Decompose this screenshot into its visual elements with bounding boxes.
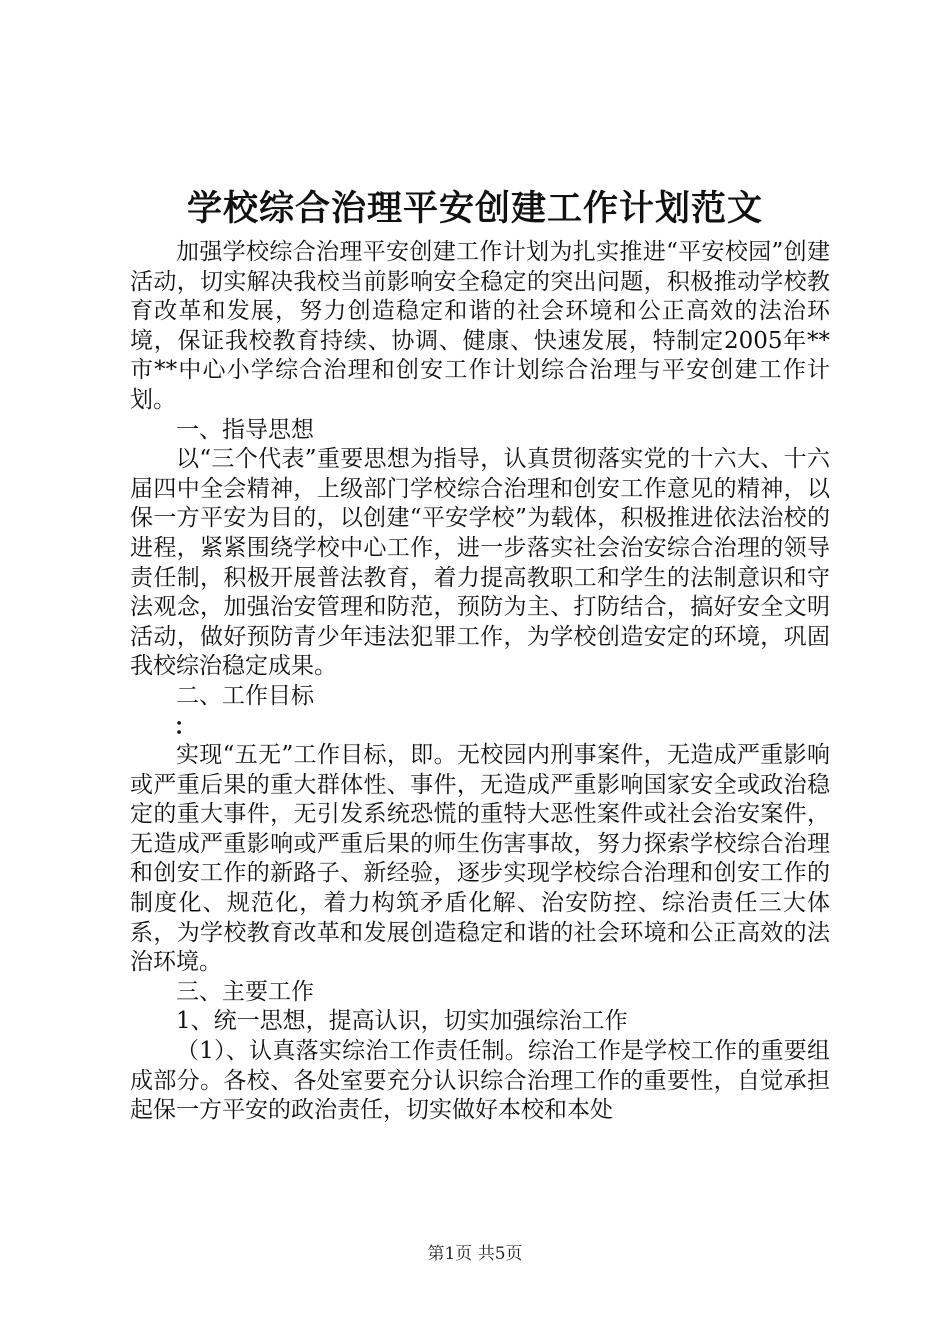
subsection-heading-unify-thinking: 1、统一思想，提高认识，切实加强综治工作 <box>176 1008 628 1035</box>
section-heading-work-goals: 二、工作目标 <box>176 682 314 709</box>
page-number-footer: 第1页 共5页 <box>427 1244 523 1264</box>
section-heading-main-work: 三、主要工作 <box>176 978 314 1005</box>
intro-paragraph: 加强学校综合治理平安创建工作计划为扎实推进“平安校园”创建活动，切实解决我校当前影响安全稳定的突出问题，积极推动学校教育改革和发展，努力创造稳定和谐的社会环境和公正高效的法治环境，保证我校教育持续、协调、健康、快速发展，特制定2005年**市**中心小学综合治理和创安工作计划综合治理与平安创建工作计划。 <box>130 239 830 413</box>
colon-line: ： <box>173 712 197 740</box>
section-heading-guiding-ideology: 一、指导思想 <box>176 416 314 443</box>
item-responsibility-paragraph: （1）、认真落实综治工作责任制。综治工作是学校工作的重要组成部分。各校、各处室要充分认识综合治理工作的重要性，自觉承担起保一方平安的政治责任，切实做好本校和本处 <box>130 1038 830 1124</box>
guiding-ideology-paragraph: 以“三个代表”重要思想为指导，认真贯彻落实党的十六大、十六届四中全会精神，上级部门学校综合治理和创安工作意见的精神，以保一方平安为目的，以创建“平安学校”为载体，积极推进依法治校的进程，紧紧围绕学校中心工作，进一步落实社会治安综合治理的领导责任制，积极开展普法教育，着力提高教职工和学生的法制意识和守法观念，加强治安管理和防范，预防为主、打防结合，搞好安全文明活动，做好预防青少年违法犯罪工作，为学校创造安定的环境，巩固我校综治稳定成果。 <box>130 446 830 680</box>
work-goals-paragraph: 实现“五无”工作目标，即。无校园内刑事案件，无造成严重影响或严重后果的重大群体性、事件，无造成严重影响国家安全或政治稳定的重大事件，无引发系统恐慌的重特大恶性案件或社会治安案件，无造成严重影响或严重后果的师生伤害事故，努力探索学校综合治理和创安工作的新路子、新经验，逐步实现学校综合治理和创安工作的制度化、规范化，着力构筑矛盾化解、治安防控、综治责任三大体系，为学校教育改革和发展创造稳定和谐的社会环境和公正高效的法治环境。 <box>130 742 830 976</box>
document-body <box>130 238 830 1126</box>
document-title: 学校综合治理平安创建工作计划范文 <box>186 188 763 229</box>
